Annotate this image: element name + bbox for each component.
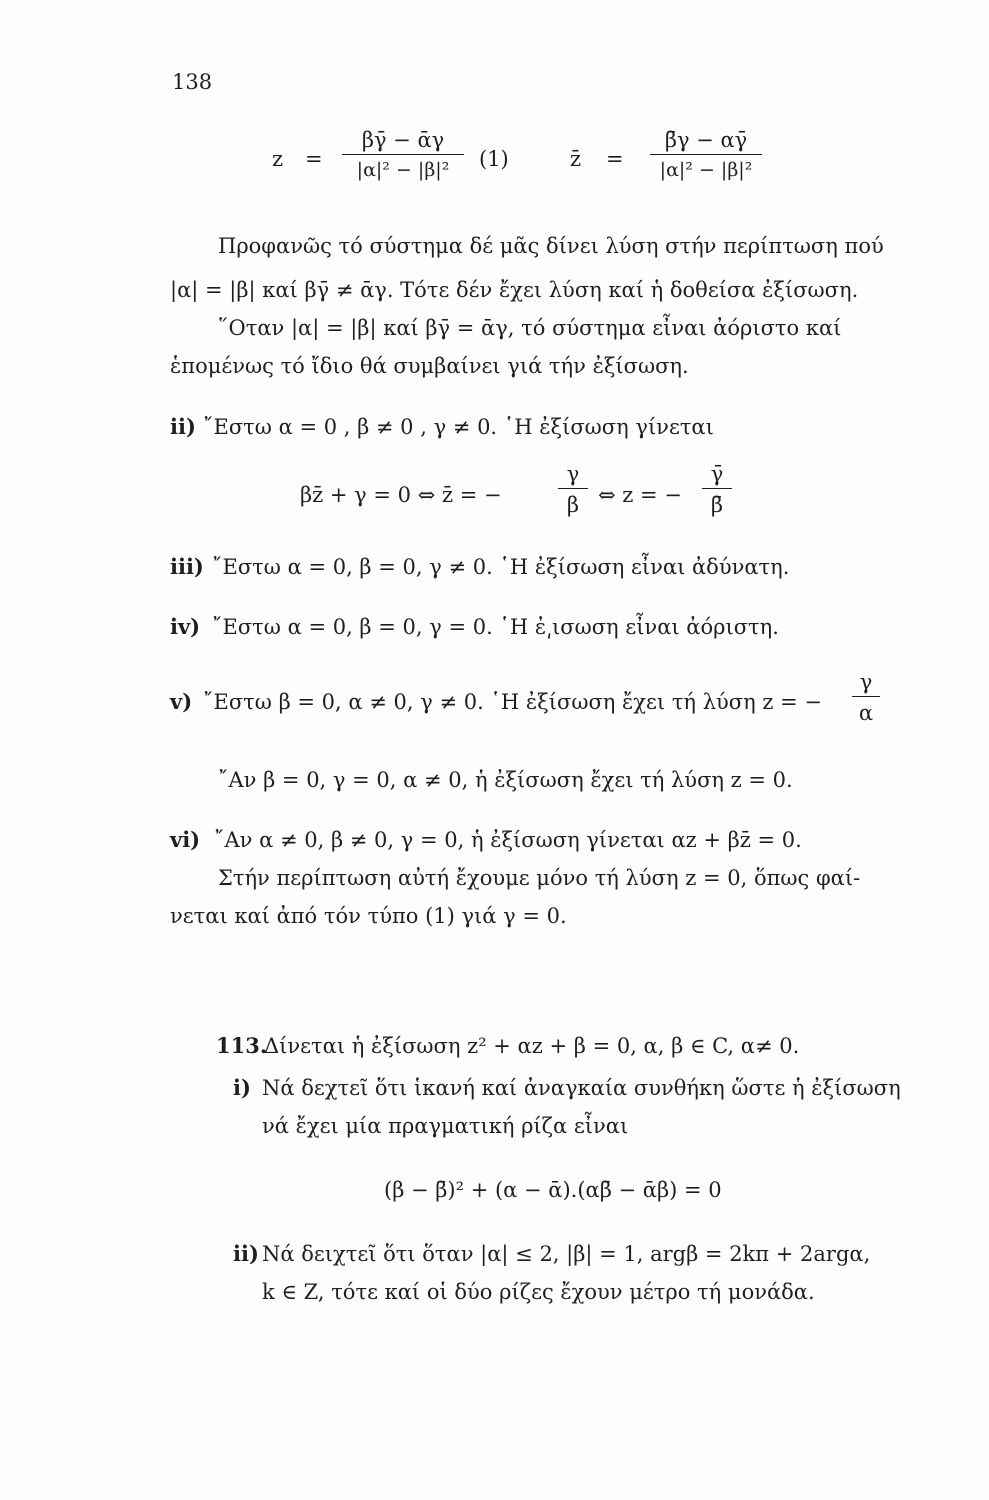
fraction-denominator: |α|² − |β|² [659,159,753,181]
fraction-numerator: γ [852,670,880,697]
text-line: νά ἔχει μία πραγματική ρίζα εἶναι [262,1114,629,1138]
case-text: ῎Εστω α = 0 , β ≠ 0 , γ ≠ 0. ῾Η ἐξίσωση γίνεται [203,415,714,439]
problem-number: 113. [216,1033,268,1058]
case-text: ῎Αν α ≠ 0, β ≠ 0, γ = 0, ἡ ἐξίσωση γίνεται αz + βz̄ = 0. [214,828,802,852]
z-symbol: z [272,147,284,171]
case-label: ii) [170,414,196,439]
condition-formula: (β − β̄)² + (α − ᾱ).(αβ̄ − ᾱβ) = 0 [384,1178,722,1202]
fraction-z [342,128,464,181]
text-line: ῞Οταν |α| = |β| καί βγ̄ = ᾱγ, τό σύστημα εἶναι ἀόριστο καί [218,316,842,340]
fraction-gamma-beta [558,462,588,517]
fraction-numerator: γ̄ [702,462,732,489]
fraction-numerator: β̄γ − αγ̄ [650,128,762,155]
part-label: ii) [233,1241,259,1266]
equation-part: βz̄ + γ = 0 ⇔ z̄ = − [300,483,502,507]
text-line: Προφανῶς τό σύστημα δέ μᾶς δίνει λύση στήν περίπτωση πού [218,234,884,258]
case-text: ῎Εστω β = 0, α ≠ 0, γ ≠ 0. ῾Η ἐξίσωση ἔχει τή λύση z = − [203,690,822,714]
equals-sign: = [606,147,624,171]
text-line: Νά δειχτεῖ ὅτι ὅταν |α| ≤ 2, |β| = 1, argβ = 2kπ + 2argα, [262,1242,871,1266]
text-line: Στήν περίπτωση αὐτή ἔχουμε μόνο τή λύση z = 0, ὅπως φαί- [218,866,861,890]
case-text: ῎Εστω α = 0, β = 0, γ ≠ 0. ῾Η ἐξίσωση εἶναι ἀδύνατη. [212,555,790,579]
case-label: iv) [170,614,201,639]
case-label: v) [170,689,193,714]
text-line: ῎Αν β = 0, γ = 0, α ≠ 0, ἡ ἐξίσωση ἔχει τή λύση z = 0. [218,768,793,792]
fraction-denominator: |α|² − |β|² [356,159,450,181]
case-label: vi) [170,827,201,852]
fraction-denominator: α [858,701,874,725]
problem-intro: Δίνεται ἡ ἐξίσωση z² + αz + β = 0, α, β ∈ C, α≠ 0. [264,1034,800,1058]
fraction-numerator: βγ̄ − ᾱγ [342,128,464,155]
equation-label: (1) [479,147,509,171]
case-label: iii) [170,554,204,579]
fraction-gamma-alpha [852,670,880,725]
fraction-gamma-bar-beta-bar [702,462,732,517]
fraction-z-bar [650,128,762,181]
fraction-denominator: β [566,493,580,517]
text-line: Νά δεχτεῖ ὅτι ἱκανή καί ἀναγκαία συνθήκη ὥστε ἡ ἐξίσωση [262,1076,901,1100]
equals-sign: = [305,147,323,171]
page-number: 138 [172,70,213,94]
z-bar-symbol: z̄ [570,147,582,171]
case-text: ῎Εστω α = 0, β = 0, γ = 0. ῾Η ἐ͵ισωση εἶναι ἀόριστη. [212,615,779,639]
text-line: |α| = |β| καί βγ̄ ≠ ᾱγ. Τότε δέν ἔχει λύση καί ἡ δοθείσα ἐξίσωση. [170,278,859,302]
part-label: i) [233,1075,251,1100]
text-line: ἑπομένως τό ἴδιο θά συμβαίνει γιά τήν ἐξίσωση. [170,354,689,378]
text-line: νεται καί ἀπό τόν τύπο (1) γιά γ = 0. [170,904,567,928]
fraction-numerator: γ [558,462,588,489]
text-line: k ∈ Z, τότε καί οἱ δύο ρίζες ἔχουν μέτρο τή μονάδα. [262,1280,815,1304]
fraction-denominator: β̄ [710,493,724,517]
equation-part: ⇔ z = − [598,483,682,507]
